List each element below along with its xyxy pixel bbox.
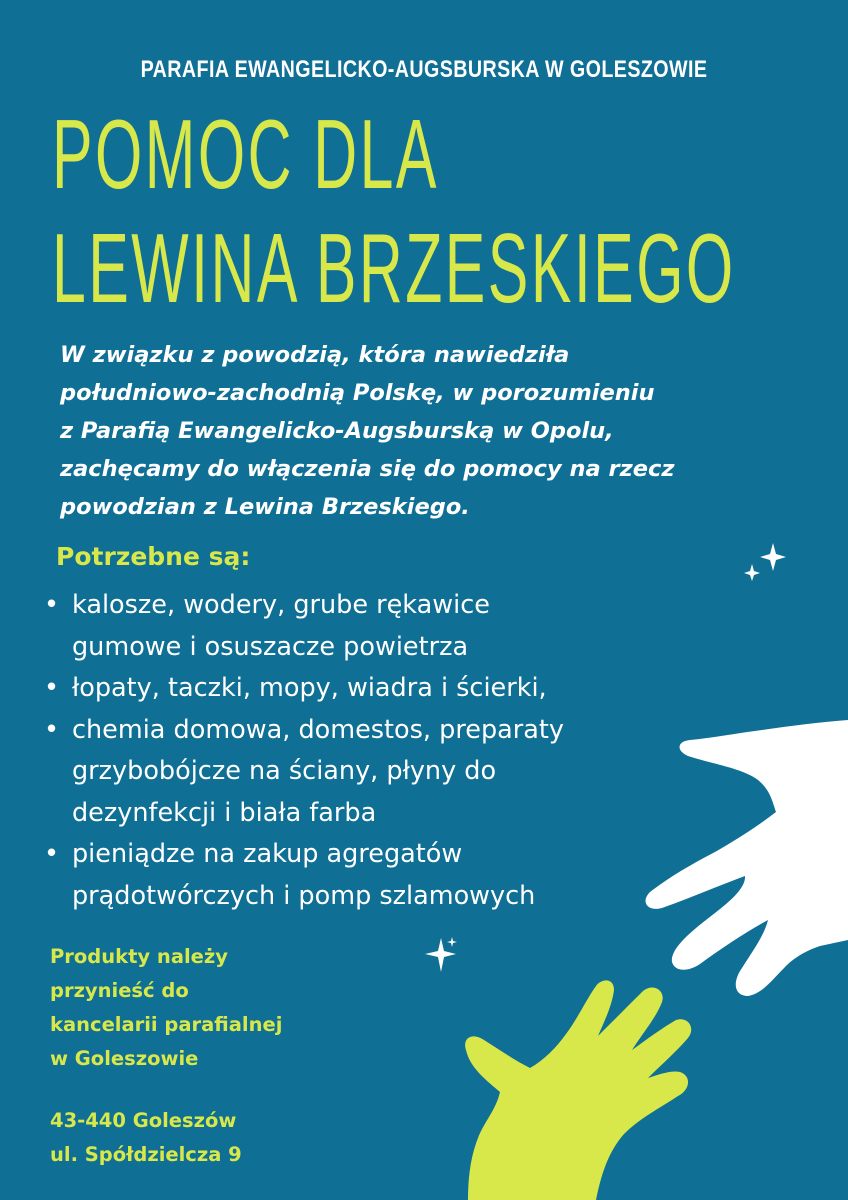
bullet: • [44,714,60,745]
list-item-line: grzybobójcze na ściany, płyny do [72,756,497,786]
bullet: • [44,673,60,703]
list-item [44,710,684,835]
intro-line: powodzian z Lewina Brzeskiego. [60,494,470,520]
list-item-line: dezynfekcji i biała farba [72,797,377,828]
list-item-line: kalosze, wodery, grube rękawice [72,590,490,620]
needs-list [44,585,684,917]
list-item-line: chemia domowa, domestos, preparaty [72,714,564,745]
list-item-line: łopaty, taczki, mopy, wiadra i ścierki, [72,673,547,703]
address-block [50,1104,242,1172]
intro-line: zachęcamy do włączenia się do pomocy na rzecz [60,456,675,482]
page-title-line-2: LEWINA BRZESKIEGO [52,213,736,323]
list-item [44,668,684,710]
sparkle-icon [425,937,457,972]
delivery-note [50,940,282,1076]
sparkle-icon [744,543,786,581]
delivery-line: kancelarii parafialnej [50,1013,283,1036]
list-item [44,585,684,668]
needs-heading: Potrzebne są: [56,542,251,571]
address-line: 43-440 Goleszów [50,1109,237,1132]
list-item-line: prądotwórczych i pomp szlamowych [72,880,536,911]
intro-line: z Parafią Ewangelicko-Augsburską w Opolu, [60,418,614,444]
list-item-line: gumowe i osuszacze powietrza [72,631,469,662]
intro-line: południowo-zachodnią Polskę, w porozumieniu [60,380,655,406]
bullet: • [44,590,60,620]
intro-line: W związku z powodzią, która nawiedziła [60,342,570,368]
delivery-line: w Goleszowie [50,1047,199,1070]
delivery-line: Produkty należy [50,945,228,968]
intro-paragraph [60,336,760,526]
yellow-hand-icon [465,980,691,1200]
address-line: ul. Spółdzielcza 9 [50,1143,242,1166]
organization-name: PARAFIA EWANGELICKO-AUGSBURSKA W GOLESZOWIE [140,56,708,83]
bullet: • [44,839,60,869]
list-item [44,834,684,917]
page-title-line-1: POMOC DLA [52,99,439,209]
delivery-line: przynieść do [50,979,189,1002]
list-item-line: pieniądze na zakup agregatów [72,839,463,869]
